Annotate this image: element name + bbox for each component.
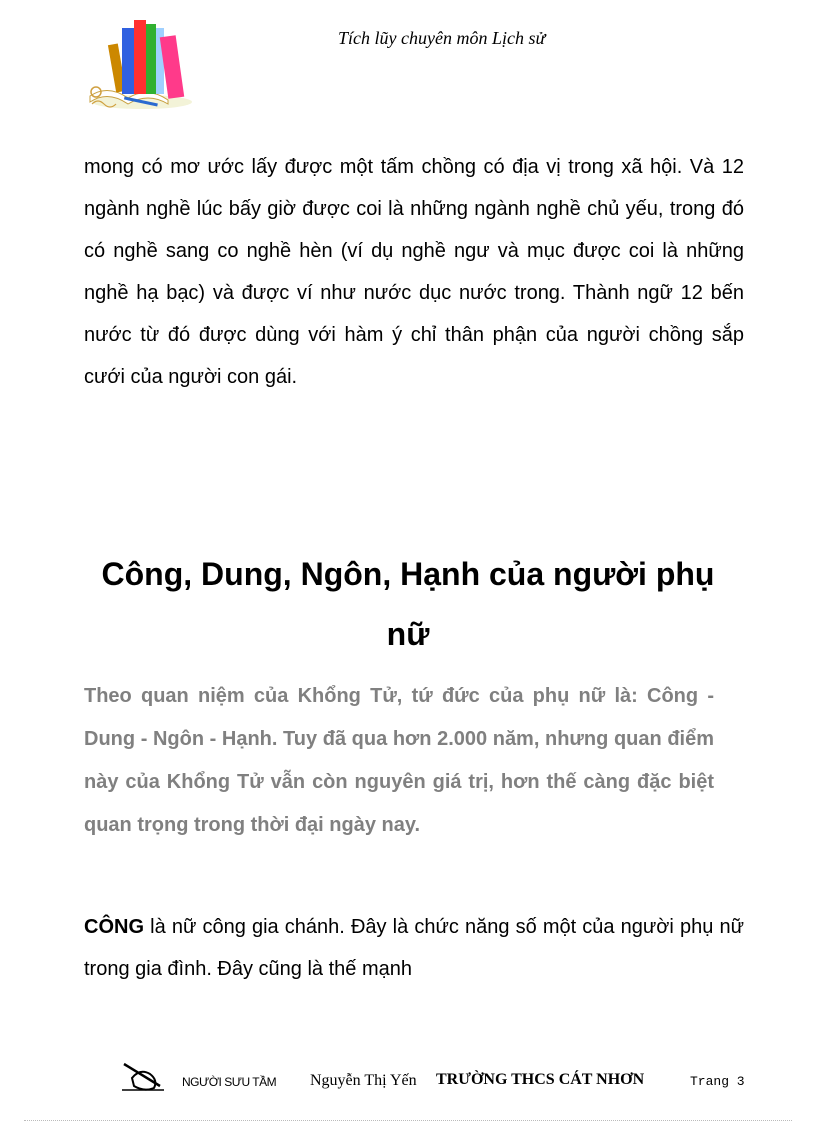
page-number: Trang 3: [690, 1074, 745, 1089]
page-footer: [120, 1060, 750, 1096]
header-title: Tích lũy chuyên môn Lịch sử: [338, 28, 546, 48]
cong-keyword: CÔNG: [84, 916, 144, 938]
cong-paragraph: [84, 906, 744, 990]
body-paragraph: mong có mơ ước lấy được một tấm chồng có địa vị trong xã hội. Và 12 ngành nghề lúc bấy giờ được coi là những ngành nghề chủ yếu, trong đó có nghề sang co nghề hèn (ví dụ nghề ngư và mục được coi là những nghề hạ bạc) và được ví như nước dục nước trong. Thành ngữ 12 bến nước từ đó được dùng với hàm ý chỉ thân phận của người chồng sắp cưới của người con gái.: [84, 156, 744, 388]
pen-icon: [120, 1060, 166, 1094]
school-name: TRƯỜNG THCS CÁT NHƠN: [436, 1071, 645, 1088]
section-title: Công, Dung, Ngôn, Hạnh của người phụ nữ: [101, 556, 715, 652]
cong-text: là nữ công gia chánh. Đây là chức năng số một của người phụ nữ trong gia đình. Đây cũng là thế mạnh: [84, 916, 744, 980]
intro-paragraph: Theo quan niệm của Khổng Tử, tứ đức của phụ nữ là: Công - Dung - Ngôn - Hạnh. Tuy đã qua hơn 2.000 năm, nhưng quan điểm này của Khổng Tử vẫn còn nguyên giá trị, hơn thế càng đặc biệt quan trọng trong thời đại ngày nay.: [84, 685, 714, 836]
books-logo: [84, 14, 206, 114]
collector-label: NGƯỜI SƯU TẦM: [182, 1075, 277, 1089]
bottom-divider: [24, 1120, 792, 1121]
author-name: Nguyễn Thị Yến: [310, 1072, 417, 1089]
